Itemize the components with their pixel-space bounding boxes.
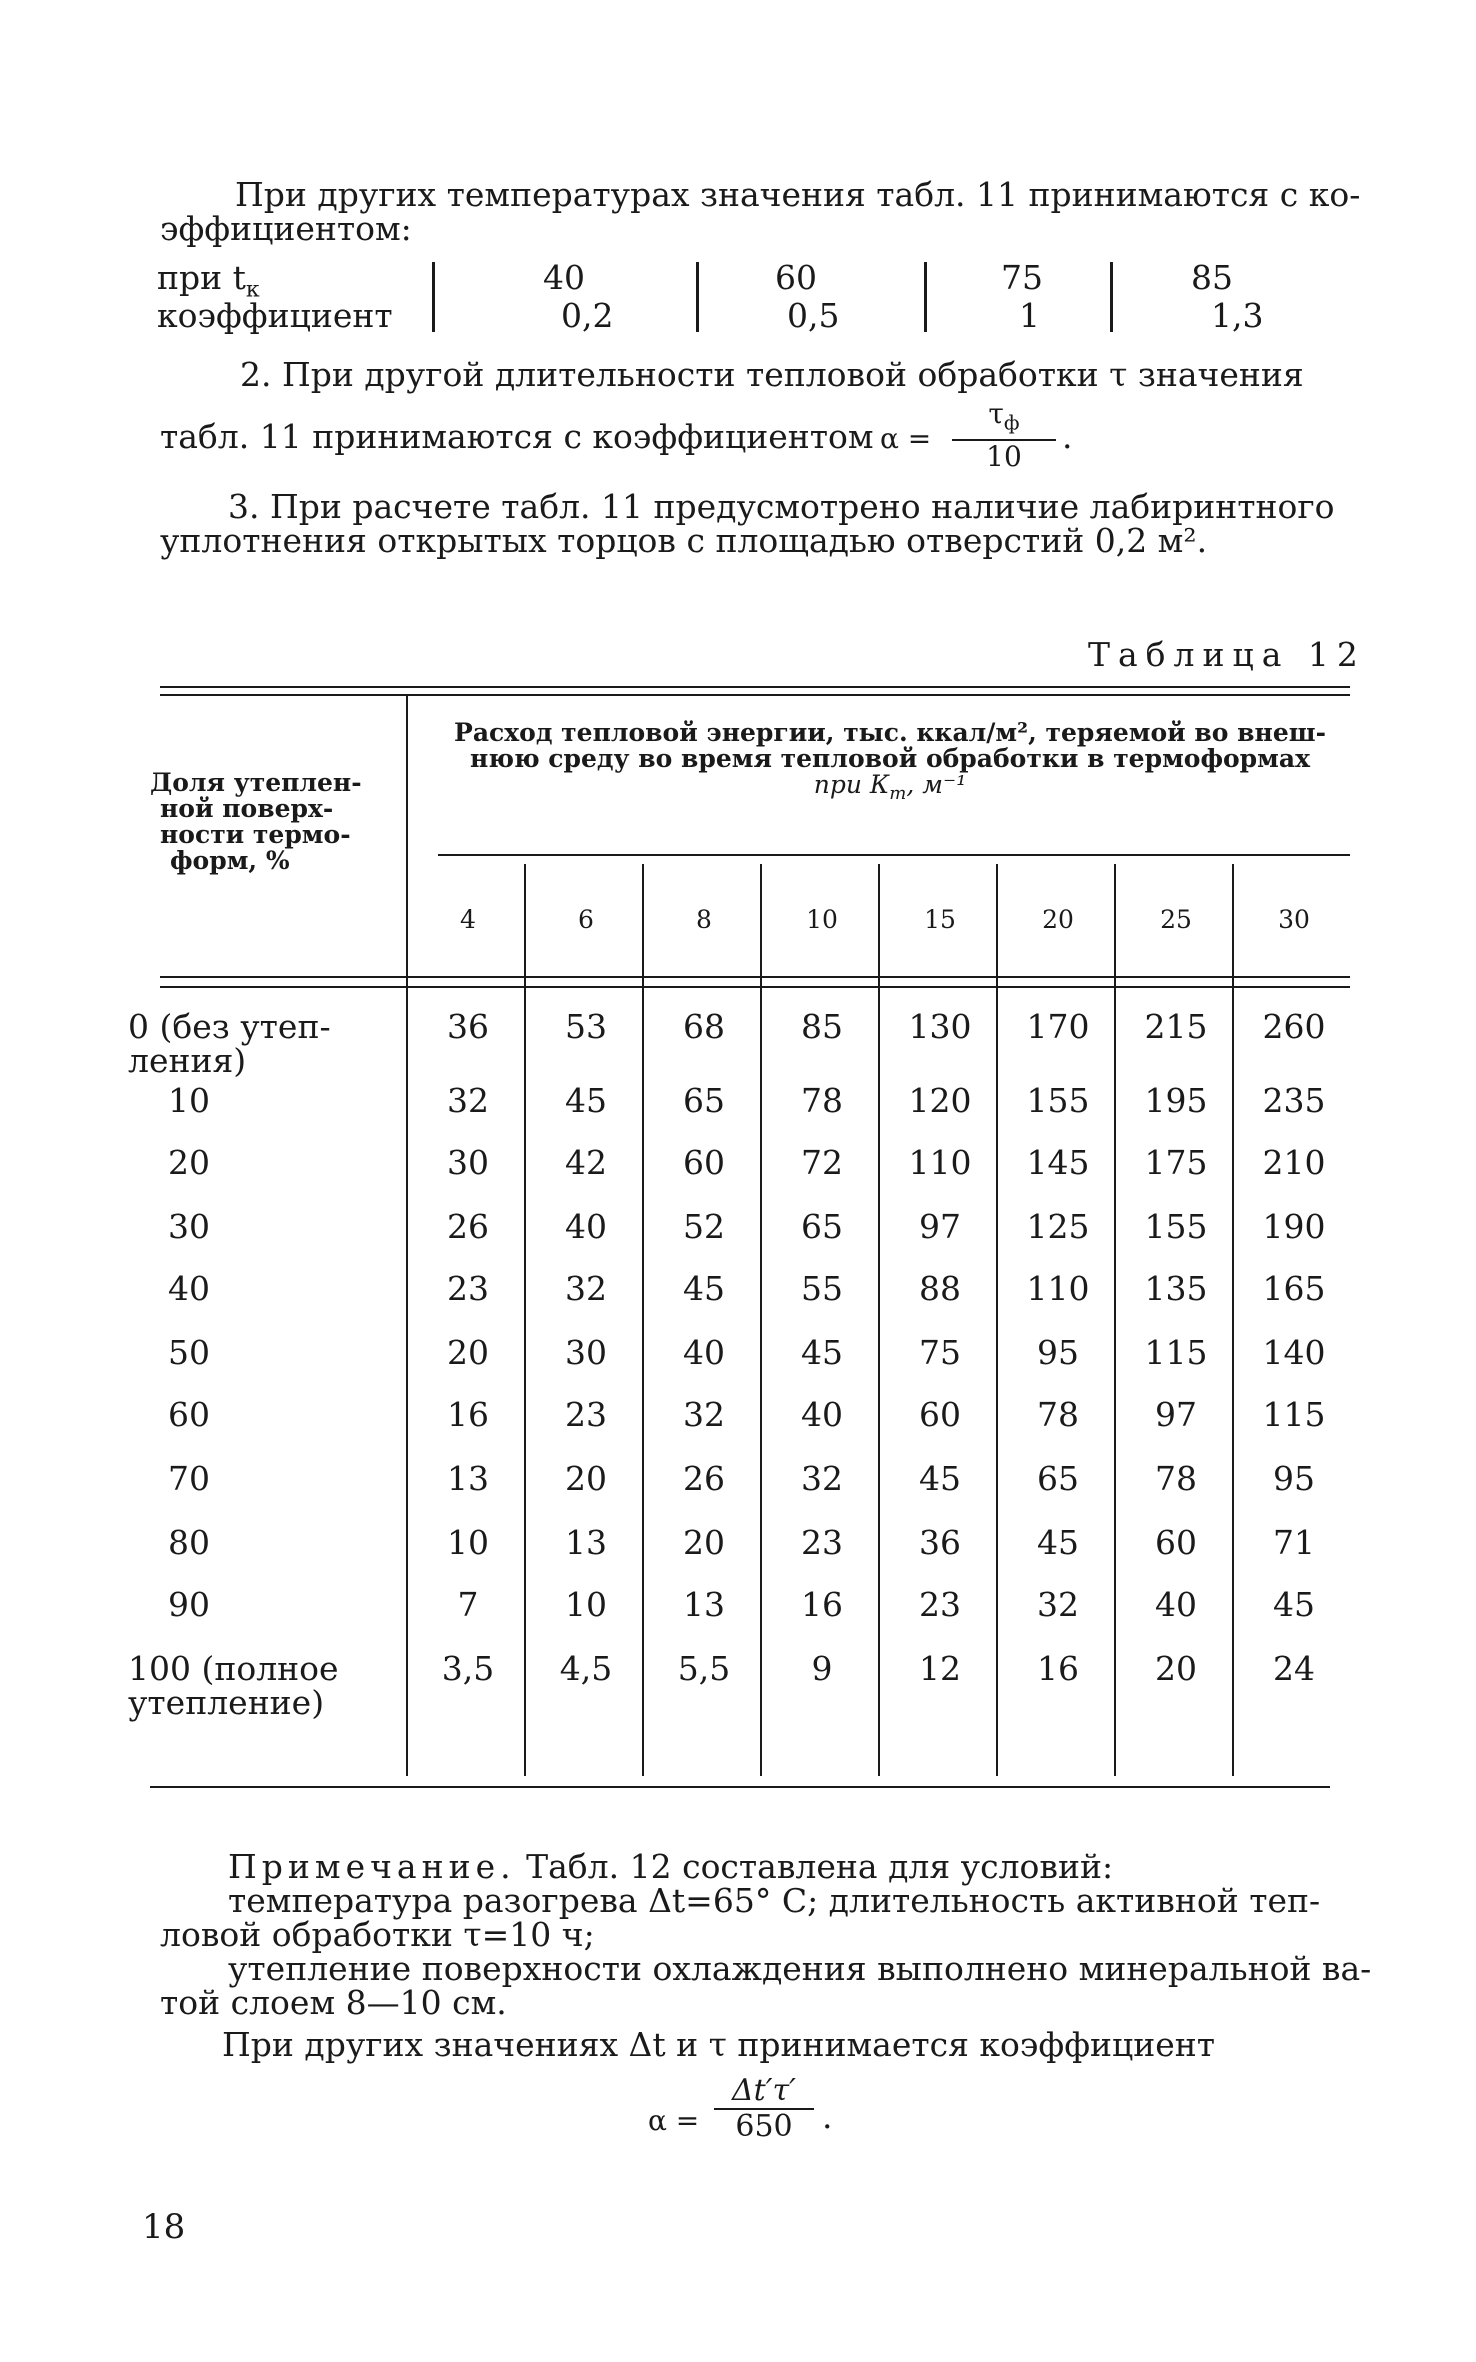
- coef-temp-label: при $t_к$: [157, 258, 260, 303]
- note3-line-1: 3. При расчете табл. 11 предусмотрено наличие лабиринтного: [228, 487, 1335, 526]
- table-col-divider: [996, 864, 998, 1776]
- note2-fraction: [952, 398, 1056, 473]
- table-col-divider: [1232, 864, 1234, 1776]
- row-label-line: 80: [168, 1523, 210, 1562]
- coef-value-row: [157, 296, 1277, 335]
- row-label: [168, 1269, 210, 1308]
- table-cell: 71: [1273, 1523, 1315, 1562]
- row-label: [128, 1007, 331, 1080]
- row-header-line: ности термо-: [160, 820, 351, 849]
- table-cell: 65: [683, 1081, 725, 1120]
- table-cell: 85: [801, 1007, 843, 1046]
- table-cell: 195: [1144, 1081, 1208, 1120]
- table-cell: 78: [1155, 1459, 1197, 1498]
- table-cell: 10: [565, 1585, 607, 1624]
- column-header: 15: [924, 905, 956, 934]
- row-label: [168, 1585, 210, 1624]
- column-header: 8: [696, 905, 712, 934]
- table-col-divider: [524, 864, 526, 1776]
- table-cell: 7: [457, 1585, 479, 1624]
- row-label-line: утепление): [128, 1683, 325, 1722]
- table-cell: 20: [447, 1333, 489, 1372]
- table-cell: 45: [1037, 1523, 1079, 1562]
- table-caption: Таблица 12: [1088, 635, 1366, 674]
- coef-value-02: 0,2: [561, 296, 614, 335]
- remark-intro: Табл. 12 составлена для условий:: [526, 1847, 1114, 1886]
- note2-line-1: 2. При другой длительности тепловой обработки τ значения: [240, 355, 1304, 394]
- table-cell: 68: [683, 1007, 725, 1046]
- table-cell: 40: [683, 1333, 725, 1372]
- intro-line-2: эффициентом:: [160, 209, 412, 248]
- remark-alpha: α =: [648, 2104, 700, 2137]
- coef-temp-60: 60: [775, 258, 817, 297]
- table-cell: 65: [1037, 1459, 1079, 1498]
- coef-temp-row: [157, 258, 1277, 303]
- row-label-line: 60: [168, 1395, 210, 1434]
- table-cell: 97: [919, 1207, 961, 1246]
- table-cell: 32: [683, 1395, 725, 1434]
- table-cell: 55: [801, 1269, 843, 1308]
- coef-value-05: 0,5: [787, 296, 840, 335]
- table-cell: 60: [1155, 1523, 1197, 1562]
- row-label-line: 70: [168, 1459, 210, 1498]
- table-cell: 40: [1155, 1585, 1197, 1624]
- table-cell: 12: [919, 1649, 961, 1688]
- row-label: [128, 1649, 339, 1722]
- table-cell: 260: [1262, 1007, 1326, 1046]
- column-header: 20: [1042, 905, 1074, 934]
- row-label-line: 40: [168, 1269, 210, 1308]
- table-col-divider: [642, 864, 644, 1776]
- table-cell: 97: [1155, 1395, 1197, 1434]
- column-header: 4: [460, 905, 476, 934]
- table-cell: 4,5: [559, 1649, 613, 1688]
- coef-temp-75: 75: [1001, 258, 1043, 297]
- remark-line-2: температура разогрева Δt=65° С; длительность активной теп-: [228, 1881, 1321, 1920]
- group-header-line: нюю среду во время тепловой обработки в термоформах: [470, 744, 1310, 773]
- table-cell: 78: [801, 1081, 843, 1120]
- row-label-line: 90: [168, 1585, 210, 1624]
- table-cell: 32: [447, 1081, 489, 1120]
- table-cell: 52: [683, 1207, 725, 1246]
- table-cell: 170: [1026, 1007, 1090, 1046]
- table-cell: 5,5: [677, 1649, 731, 1688]
- table-cell: 20: [683, 1523, 725, 1562]
- table-cell: 75: [919, 1333, 961, 1372]
- table-cell: 95: [1037, 1333, 1079, 1372]
- coef-divider: [924, 262, 927, 332]
- coef-divider: [696, 262, 699, 332]
- row-label-line: 30: [168, 1207, 210, 1246]
- column-header: 25: [1160, 905, 1192, 934]
- table-cell: 3,5: [441, 1649, 495, 1688]
- table-top-rule-2: [160, 694, 1350, 696]
- table-cell: 60: [919, 1395, 961, 1434]
- group-header-line: Расход тепловой энергии, тыс. ккал/м², теряемой во внеш-: [454, 718, 1326, 747]
- table-cell: 13: [565, 1523, 607, 1562]
- row-label: [168, 1523, 210, 1562]
- remark-fraction-den: 650: [714, 2108, 814, 2144]
- remark-line-5: той слоем 8—10 см.: [160, 1983, 507, 2022]
- remark-line-3: ловой обработки τ=10 ч;: [160, 1915, 595, 1954]
- table-row-header: [150, 770, 400, 874]
- page-number: 18: [142, 2207, 186, 2247]
- table-cell: 45: [565, 1081, 607, 1120]
- table-cell: 26: [683, 1459, 725, 1498]
- row-label: [168, 1459, 210, 1498]
- table-cell: 45: [683, 1269, 725, 1308]
- row-label: [168, 1081, 210, 1120]
- row-label-line: 20: [168, 1143, 210, 1182]
- coef-value-1: 1: [1019, 296, 1040, 335]
- table-cell: 32: [565, 1269, 607, 1308]
- coef-temp-40: 40: [543, 258, 585, 297]
- row-header-line: форм, %: [170, 846, 290, 875]
- table-cell: 210: [1262, 1143, 1326, 1182]
- column-header: 10: [806, 905, 838, 934]
- row-label-line: 10: [168, 1081, 210, 1120]
- table-cell: 115: [1144, 1333, 1208, 1372]
- note2-fraction-num: $\tau_ф$: [988, 397, 1020, 435]
- table-cell: 36: [919, 1523, 961, 1562]
- table-cell: 115: [1262, 1395, 1326, 1434]
- table-cell: 165: [1262, 1269, 1326, 1308]
- remark-fraction: [714, 2074, 814, 2144]
- row-label-line: 100 (полное: [128, 1649, 339, 1688]
- table-cell: 45: [919, 1459, 961, 1498]
- remark-line-4: утепление поверхности охлаждения выполнено минеральной ва-: [228, 1949, 1372, 1988]
- note3-line-2: уплотнения открытых торцов с площадью отверстий 0,2 м².: [160, 521, 1208, 560]
- table-cell: 36: [447, 1007, 489, 1046]
- table-cell: 235: [1262, 1081, 1326, 1120]
- remark-line-1: [228, 1847, 1114, 1886]
- coef-temp-85: 85: [1191, 258, 1233, 297]
- table-header-rule: [160, 976, 1350, 978]
- table-cell: 30: [447, 1143, 489, 1182]
- table-cell: 53: [565, 1007, 607, 1046]
- table-bottom-rule: [150, 1786, 1330, 1788]
- row-label: [168, 1333, 210, 1372]
- row-label-line: ления): [128, 1041, 247, 1080]
- table-cell: 155: [1026, 1081, 1090, 1120]
- table-cell: 30: [565, 1333, 607, 1372]
- coef-value-13: 1,3: [1211, 296, 1264, 335]
- table-cell: 23: [801, 1523, 843, 1562]
- note2-line-2: табл. 11 принимаются с коэффициентом: [160, 417, 874, 456]
- table-cell: 24: [1273, 1649, 1315, 1688]
- table-cell: 175: [1144, 1143, 1208, 1182]
- coef-value-label: коэффициент: [157, 296, 393, 335]
- row-header-line: Доля утеплен-: [150, 768, 362, 797]
- table-group-header: [430, 720, 1350, 807]
- table-cell: 45: [1273, 1585, 1315, 1624]
- table-cell: 40: [565, 1207, 607, 1246]
- table-cell: 20: [565, 1459, 607, 1498]
- table-cell: 42: [565, 1143, 607, 1182]
- table-cell: 23: [919, 1585, 961, 1624]
- table-col-divider: [760, 864, 762, 1776]
- remark-period: .: [822, 2097, 833, 2136]
- table-cell: 20: [1155, 1649, 1197, 1688]
- note2-fraction-den: 10: [952, 439, 1056, 473]
- row-label-line: 0 (без утеп-: [128, 1007, 331, 1046]
- note2-period: .: [1062, 417, 1073, 456]
- remark-line-6: При других значениях Δt и τ принимается коэффициент: [222, 2025, 1216, 2064]
- table-cell: 95: [1273, 1459, 1315, 1498]
- table-cell: 26: [447, 1207, 489, 1246]
- row-header-line: ной поверх-: [160, 794, 334, 823]
- remark-fraction-num: Δt′τ′: [732, 2073, 796, 2108]
- table-cell: 13: [447, 1459, 489, 1498]
- row-label: [168, 1143, 210, 1182]
- table-col-divider: [1114, 864, 1116, 1776]
- table-cell: 23: [565, 1395, 607, 1434]
- table-cell: 13: [683, 1585, 725, 1624]
- column-header: 6: [578, 905, 594, 934]
- intro-line-1: При других температурах значения табл. 11 принимаются с ко-: [235, 175, 1361, 214]
- table-cell: 155: [1144, 1207, 1208, 1246]
- table-cell: 23: [447, 1269, 489, 1308]
- row-label: [168, 1207, 210, 1246]
- table-cell: 45: [801, 1333, 843, 1372]
- table-cell: 65: [801, 1207, 843, 1246]
- coef-divider: [1110, 262, 1113, 332]
- table-cell: 130: [908, 1007, 972, 1046]
- row-label: [168, 1395, 210, 1434]
- table-cell: 78: [1037, 1395, 1079, 1434]
- row-label-line: 50: [168, 1333, 210, 1372]
- column-header: 30: [1278, 905, 1310, 934]
- table-cell: 110: [1026, 1269, 1090, 1308]
- table-cell: 125: [1026, 1207, 1090, 1246]
- table-cell: 145: [1026, 1143, 1090, 1182]
- table-cell: 9: [811, 1649, 833, 1688]
- table-cell: 120: [908, 1081, 972, 1120]
- table-cell: 16: [801, 1585, 843, 1624]
- table-cell: 140: [1262, 1333, 1326, 1372]
- remark-heading: Примечание.: [228, 1847, 516, 1886]
- table-header-rule-2: [160, 986, 1350, 988]
- table-cell: 135: [1144, 1269, 1208, 1308]
- table-cell: 40: [801, 1395, 843, 1434]
- table-cell: 16: [447, 1395, 489, 1434]
- table-top-rule: [160, 686, 1350, 688]
- coef-divider: [432, 262, 435, 332]
- table-cell: 32: [1037, 1585, 1079, 1624]
- table-cell: 88: [919, 1269, 961, 1308]
- table-cell: 60: [683, 1143, 725, 1182]
- table-cell: 10: [447, 1523, 489, 1562]
- table-cell: 215: [1144, 1007, 1208, 1046]
- table-cell: 32: [801, 1459, 843, 1498]
- note2-alpha: α =: [880, 422, 932, 455]
- table-cell: 16: [1037, 1649, 1079, 1688]
- table-cell: 72: [801, 1143, 843, 1182]
- table-cell: 110: [908, 1143, 972, 1182]
- table-col-divider: [878, 864, 880, 1776]
- group-header-line: при $К_т$, м⁻¹: [813, 770, 967, 804]
- table-col-divider: [406, 696, 408, 1776]
- table-group-rule: [438, 854, 1350, 856]
- table-cell: 190: [1262, 1207, 1326, 1246]
